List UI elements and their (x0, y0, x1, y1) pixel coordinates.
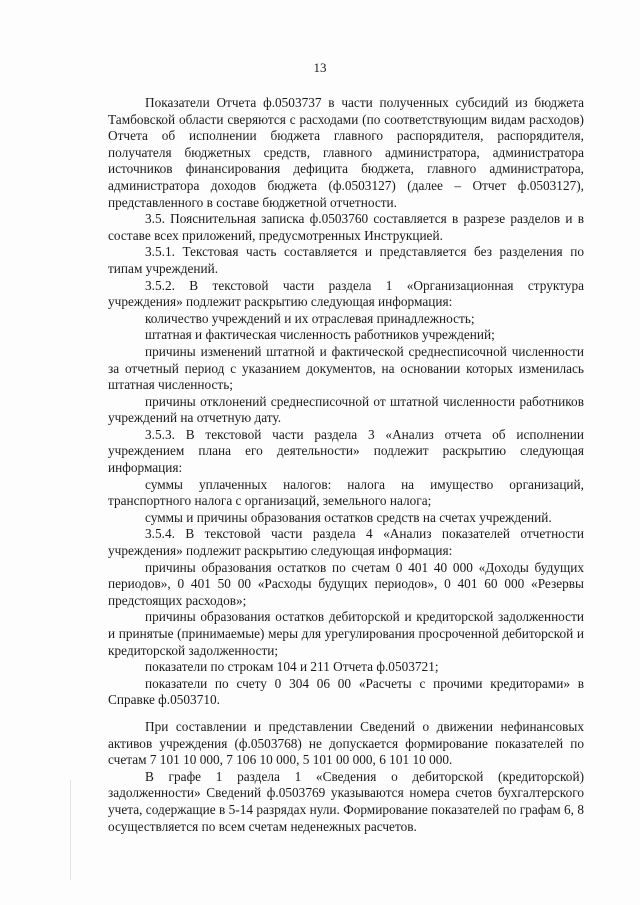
document-body (108, 95, 584, 835)
list-item: причины образования остатков дебиторской и кредиторской задолженности и принятые (принимаемые) меры для урегулирования просроченной дебиторской и кредиторской задолженности; (108, 609, 584, 658)
paragraph-3-5-1: 3.5.1. Текстовая часть составляется и представляется без разделения по типам учреждений. (108, 244, 584, 276)
list-item: показатели по счету 0 304 06 00 «Расчеты с прочими кредиторами» в Справке ф.0503710. (108, 675, 584, 708)
list-item: количество учреждений и их отраслевая принадлежность; (145, 310, 475, 326)
paragraph-3-5-3: 3.5.3. В текстовой части раздела 3 «Анализ отчета об исполнении учреждением плана его деятельности» подлежит раскрытию следующая информация: (108, 426, 584, 476)
paragraph-indicators-0503737: Показатели Отчета ф.0503737 в части полученных субсидий из бюджета Тамбовской области сверяются с расходами (по соответствующим видам расходов) Отчета об исполнении бюджета главного распорядителя, распорядителя, получателя бюджетных средств, главного администратора, администратора источников финансирования дефицита бюджета, главного администратора, администратора доходов бюджета (ф.0503127) (далее – Отчет ф.0503127), представленного в составе бюджетной отчетности. (108, 95, 584, 210)
list-item: суммы уплаченных налогов: налога на имущество организаций, транспортного налога с организаций, земельного налога; (108, 476, 584, 509)
page-number: 13 (313, 60, 327, 75)
list-item: причины образования остатков по счетам 0 401 40 000 «Доходы будущих периодов», 0 401 50 00 «Расходы будущих периодов», 0 401 60 000 «Резервы предстоящих расходов»; (108, 559, 584, 608)
list-item: суммы и причины образования остатков средств на счетах учреждений. (145, 509, 552, 525)
paragraph-3-5-4: 3.5.4. В текстовой части раздела 4 «Анализ показателей отчетности учреждения» подлежит раскрытию следующая информация: (108, 526, 584, 559)
list-item: штатная и фактическая численность работников учреждений; (145, 327, 495, 343)
list-item: причины изменений штатной и фактической среднесписочной численности за отчетный период с указанием документов, на основании которых изменилась штатная численность; (108, 343, 584, 393)
list-item: причины отклонений среднесписочной от штатной численности работников учреждений на отчетную дату. (108, 393, 584, 426)
paragraph-0503768: При составлении и представлении Сведений о движении нефинансовых активов учреждения (ф.0503768) не допускается формирование показателей по счетам 7 101 10 000, 7 106 10 000, 5 101 00 000, 6 101 10 000. (108, 718, 584, 768)
list-item: показатели по строкам 104 и 211 Отчета ф.0503721; (145, 659, 439, 675)
scan-margin-line (70, 780, 71, 880)
paragraph-3-5-2: 3.5.2. В текстовой части раздела 1 «Организационная структура учреждения» подлежит раскрытию следующая информация: (108, 277, 584, 310)
paragraph-3-5: 3.5. Пояснительная записка ф.0503760 составляется в разрезе разделов и в составе всех приложений, предусмотренных Инструкцией. (108, 211, 584, 243)
paragraph-0503769: В графе 1 раздела 1 «Сведения о дебиторской (кредиторской) задолженности» Сведений ф.0503769 указываются номера счетов бухгалтерского учета, содержащие в 5-14 разрядах нули. Формирование показателей по графам 6, 8 осуществляется по всем счетам неденежных расчетов. (108, 768, 584, 834)
